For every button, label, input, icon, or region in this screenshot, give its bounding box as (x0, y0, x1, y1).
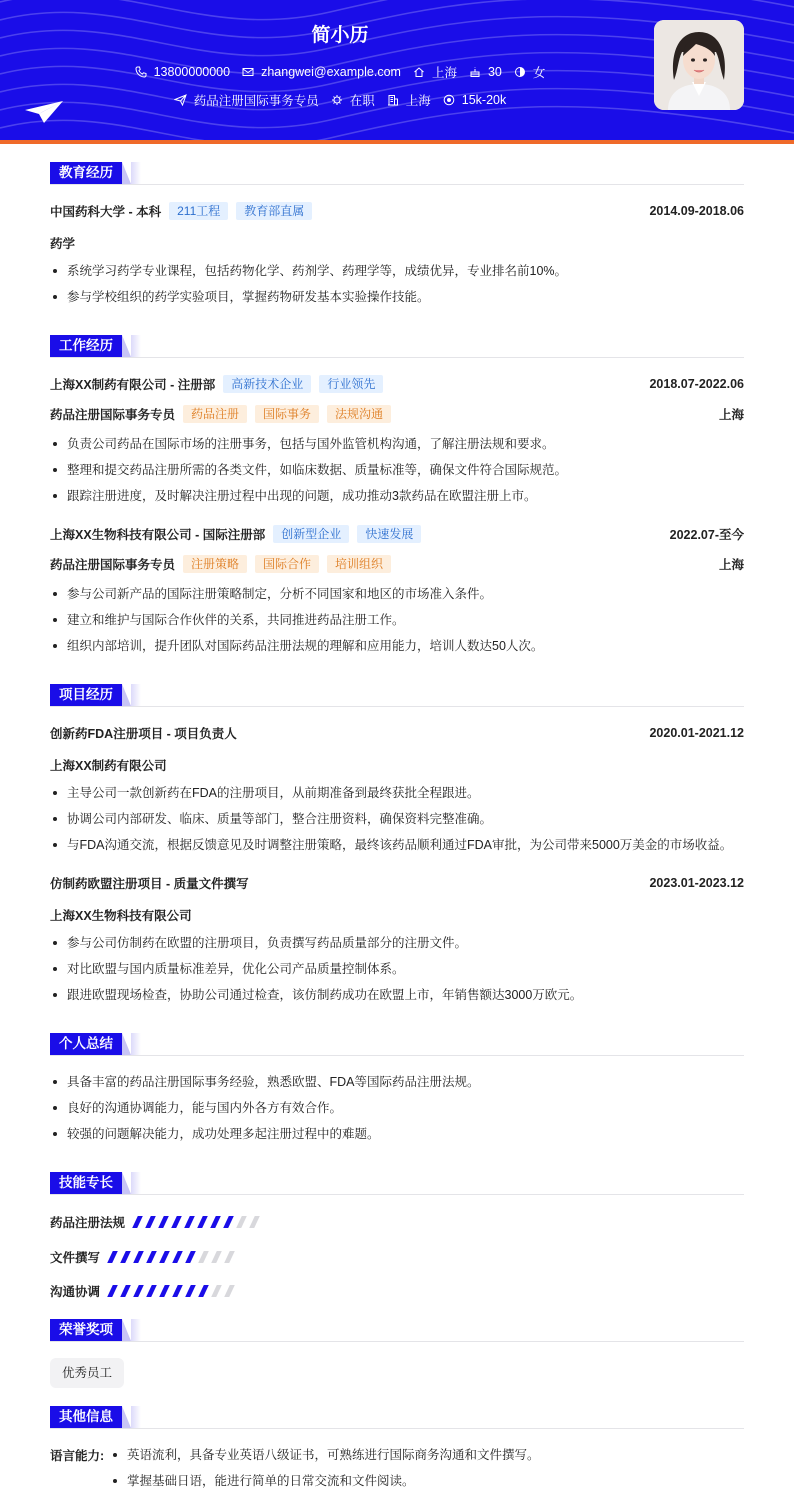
list-item: 协调公司内部研发、临床、质量等部门，整合注册资料，确保资料完整准确。 (50, 810, 750, 836)
section-tail-decoration (122, 1319, 131, 1341)
section-title-projects (50, 684, 141, 706)
education-major: 药学 (50, 237, 76, 251)
salary-text: 15k-20k (461, 93, 507, 107)
skill-bar-filled (107, 1251, 118, 1263)
skill-bar-filled (133, 1285, 144, 1297)
age-text: 30 (487, 65, 502, 79)
project-date: 2020.01-2021.12 (649, 726, 744, 740)
phone-text: 13800000000 (153, 65, 231, 79)
work-bullets (50, 585, 750, 663)
project-title: 创新药FDA注册项目 - 项目负责人 (50, 727, 237, 741)
company-tag: 行业领先 (319, 375, 383, 393)
send-icon (174, 94, 187, 106)
role-name: 药品注册国际事务专员 (50, 558, 176, 572)
company-name: 上海XX制药有限公司 - 注册部 (50, 378, 216, 392)
section-title-other (50, 1406, 141, 1428)
section-label: 个人总结 (50, 1033, 122, 1055)
building-icon (387, 94, 399, 106)
section-divider (50, 1428, 744, 1429)
role-tag: 国际事务 (255, 405, 319, 423)
education-date: 2014.09-2018.06 (649, 204, 744, 218)
skill-name: 文件撰写 (50, 1251, 101, 1265)
section-title-skills (50, 1172, 141, 1194)
phone-icon (135, 66, 147, 78)
section-title-summary (50, 1033, 141, 1055)
company-name: 上海XX生物科技有限公司 - 国际注册部 (50, 528, 266, 542)
section-label: 工作经历 (50, 335, 122, 357)
skill-bar-empty (224, 1285, 235, 1297)
section-label: 技能专长 (50, 1172, 122, 1194)
skill-bar-filled (133, 1251, 144, 1263)
skill-bar-filled (184, 1216, 195, 1228)
list-item: 对比欧盟与国内质量标准差异，优化公司产品质量控制体系。 (50, 960, 750, 986)
email-info (242, 65, 401, 79)
skill-name: 沟通协调 (50, 1285, 101, 1299)
work-header-row (50, 525, 744, 543)
skill-bar-filled (171, 1216, 182, 1228)
section-divider (50, 184, 744, 185)
list-item: 建立和维护与国际合作伙伴的关系，共同推进药品注册工作。 (50, 611, 750, 637)
target-city-info (387, 91, 431, 109)
work-role-row (50, 555, 744, 573)
section-fade-decoration (131, 1172, 141, 1194)
list-item: 组织内部培训，提升团队对国际药品注册法规的理解和应用能力，培训人数达50人次。 (50, 637, 750, 663)
work-location: 上海 (718, 408, 744, 422)
work-date: 2022.07-至今 (669, 528, 744, 542)
skill-bar-empty (236, 1216, 247, 1228)
list-item: 掌握基础日语，能进行简单的日常交流和文件阅读。 (110, 1472, 750, 1498)
skill-bar-filled (146, 1251, 157, 1263)
list-item: 参与公司仿制药在欧盟的注册项目，负责撰写药品质量部分的注册文件。 (50, 934, 750, 960)
section-label: 其他信息 (50, 1406, 122, 1428)
role-tag: 药品注册 (183, 405, 247, 423)
section-tail-decoration (122, 1172, 131, 1194)
skill-bar-filled (172, 1251, 183, 1263)
skill-bar-filled (210, 1216, 221, 1228)
list-item: 与FDA沟通交流，根据反馈意见及时调整注册策略，最终该药品顺利通过FDA审批，为公司带来5000万美金的市场收益。 (50, 836, 750, 862)
summary-bullets (50, 1073, 750, 1151)
status-text: 在职 (349, 94, 375, 108)
section-divider (50, 1341, 744, 1342)
skill-bar-empty (249, 1216, 260, 1228)
role-name: 药品注册国际事务专员 (50, 408, 176, 422)
skill-bar-filled (198, 1285, 209, 1297)
work-role-row (50, 405, 744, 423)
position-text: 药品注册国际事务专员 (193, 94, 319, 108)
skill-row (50, 1248, 240, 1266)
email-text: zhangwei@example.com (261, 65, 401, 79)
age-info (469, 65, 502, 79)
work-date: 2018.07-2022.06 (649, 377, 744, 391)
section-divider (50, 1055, 744, 1056)
section-tail-decoration (122, 1033, 131, 1055)
skill-bar-empty (211, 1251, 222, 1263)
project-org: 上海XX生物科技有限公司 (50, 909, 192, 923)
city-info (413, 63, 457, 81)
work-company-group (50, 375, 383, 393)
coin-icon (443, 94, 455, 106)
skill-bar-empty (198, 1251, 209, 1263)
header-accent-stripe (0, 140, 794, 144)
school-name: 中国药科大学 - 本科 (50, 205, 162, 219)
section-label: 教育经历 (50, 162, 122, 184)
skill-level-bars (110, 1251, 240, 1263)
status-icon (331, 94, 343, 106)
list-item: 参与公司新产品的国际注册策略制定，分析不同国家和地区的市场准入条件。 (50, 585, 750, 611)
section-title-education (50, 162, 141, 184)
list-item: 具备丰富的药品注册国际事务经验，熟悉欧盟、FDA等国际药品注册法规。 (50, 1073, 750, 1099)
skill-bar-empty (211, 1285, 222, 1297)
work-header-row (50, 375, 744, 393)
section-divider (50, 357, 744, 358)
project-org: 上海XX制药有限公司 (50, 759, 167, 773)
work-bullets (50, 435, 750, 513)
education-header-row (50, 202, 744, 220)
skill-bar-filled (145, 1216, 156, 1228)
section-tail-decoration (122, 684, 131, 706)
section-fade-decoration (131, 162, 141, 184)
candidate-name: 简小历 (311, 25, 369, 46)
project-title: 仿制药欧盟注册项目 - 质量文件撰写 (50, 877, 249, 891)
work-role-group (50, 405, 391, 423)
work-company-group (50, 525, 421, 543)
skill-row (50, 1213, 265, 1231)
section-tail-decoration (122, 335, 131, 357)
company-tag: 快速发展 (357, 525, 421, 543)
role-tag: 培训组织 (327, 555, 391, 573)
section-divider (50, 1194, 744, 1195)
section-label: 荣誉奖项 (50, 1319, 122, 1341)
project-date: 2023.01-2023.12 (649, 876, 744, 890)
profile-photo (654, 20, 744, 110)
section-fade-decoration (131, 684, 141, 706)
cake-icon (469, 66, 481, 78)
list-item: 较强的问题解决能力，成功处理多起注册过程中的难题。 (50, 1125, 750, 1151)
skill-name: 药品注册法规 (50, 1216, 126, 1230)
skill-level-bars (110, 1285, 240, 1297)
intent-row (0, 91, 680, 109)
project-header-row (50, 724, 744, 742)
work-location: 上海 (718, 558, 744, 572)
company-tag: 高新技术企业 (223, 375, 311, 393)
section-label: 项目经历 (50, 684, 122, 706)
work-role-group (50, 555, 391, 573)
section-fade-decoration (131, 1406, 141, 1428)
skill-bar-filled (132, 1216, 143, 1228)
resume-header (0, 0, 794, 140)
skill-bar-filled (107, 1285, 118, 1297)
gender-text: 女 (532, 66, 546, 80)
role-tag: 法规沟通 (327, 405, 391, 423)
list-item: 参与学校组织的药学实验项目，掌握药物研发基本实验操作技能。 (50, 288, 750, 314)
list-item: 主导公司一款创新药在FDA的注册项目，从前期准备到最终获批全程跟进。 (50, 784, 750, 810)
section-fade-decoration (131, 1319, 141, 1341)
language-label: 语言能力: (50, 1449, 105, 1463)
skill-bar-filled (159, 1251, 170, 1263)
section-tail-decoration (122, 1406, 131, 1428)
skill-bar-filled (185, 1251, 196, 1263)
section-fade-decoration (131, 335, 141, 357)
project-bullets (50, 784, 750, 862)
section-title-work (50, 335, 141, 357)
list-item: 负责公司药品在国际市场的注册事务，包括与国外监管机构沟通，了解注册法规和要求。 (50, 435, 750, 461)
list-item: 跟踪注册进度，及时解决注册过程中出现的问题，成功推动3款药品在欧盟注册上市。 (50, 487, 750, 513)
status-info (331, 91, 375, 109)
salary-info (443, 93, 506, 107)
education-bullets (50, 262, 750, 314)
list-item: 跟进欧盟现场检查，协助公司通过检查，该仿制药成功在欧盟上市，年销售额达3000万欧元。 (50, 986, 750, 1012)
section-divider (50, 706, 744, 707)
project-header-row (50, 874, 744, 892)
skill-bar-filled (146, 1285, 157, 1297)
target-city-text: 上海 (405, 94, 431, 108)
position-info (174, 91, 319, 109)
list-item: 英语流利，具备专业英语八级证书，可熟练进行国际商务沟通和文件撰写。 (110, 1446, 750, 1472)
city-text: 上海 (431, 66, 457, 80)
school-tag: 教育部直属 (236, 202, 312, 220)
skill-bar-filled (120, 1251, 131, 1263)
project-bullets (50, 934, 750, 1012)
skill-level-bars (135, 1216, 265, 1228)
award-badge: 优秀员工 (50, 1358, 124, 1388)
skill-bar-empty (224, 1251, 235, 1263)
role-tag: 注册策略 (183, 555, 247, 573)
skill-bar-filled (197, 1216, 208, 1228)
home-icon (413, 66, 425, 78)
section-fade-decoration (131, 1033, 141, 1055)
paper-plane-icon (24, 100, 64, 124)
avatar-portrait (654, 20, 744, 110)
skill-bar-filled (185, 1285, 196, 1297)
company-tag: 创新型企业 (273, 525, 349, 543)
skill-bar-filled (223, 1216, 234, 1228)
phone-info (135, 65, 230, 79)
gender-icon (514, 66, 526, 78)
skill-row (50, 1282, 240, 1300)
skill-bar-filled (120, 1285, 131, 1297)
language-bullets (110, 1446, 750, 1498)
gender-info (514, 63, 546, 81)
skill-bar-filled (158, 1216, 169, 1228)
skill-bar-filled (172, 1285, 183, 1297)
section-tail-decoration (122, 162, 131, 184)
list-item: 良好的沟通协调能力，能与国内外各方有效合作。 (50, 1099, 750, 1125)
list-item: 系统学习药学专业课程，包括药物化学、药剂学、药理学等，成绩优异，专业排名前10%。 (50, 262, 750, 288)
section-title-awards (50, 1319, 141, 1341)
education-school-group (50, 202, 312, 220)
mail-icon (242, 66, 254, 78)
list-item: 整理和提交药品注册所需的各类文件，如临床数据、质量标准等，确保文件符合国际规范。 (50, 461, 750, 487)
skill-bar-filled (159, 1285, 170, 1297)
role-tag: 国际合作 (255, 555, 319, 573)
school-tag: 211工程 (169, 202, 228, 220)
contact-row (0, 63, 680, 81)
